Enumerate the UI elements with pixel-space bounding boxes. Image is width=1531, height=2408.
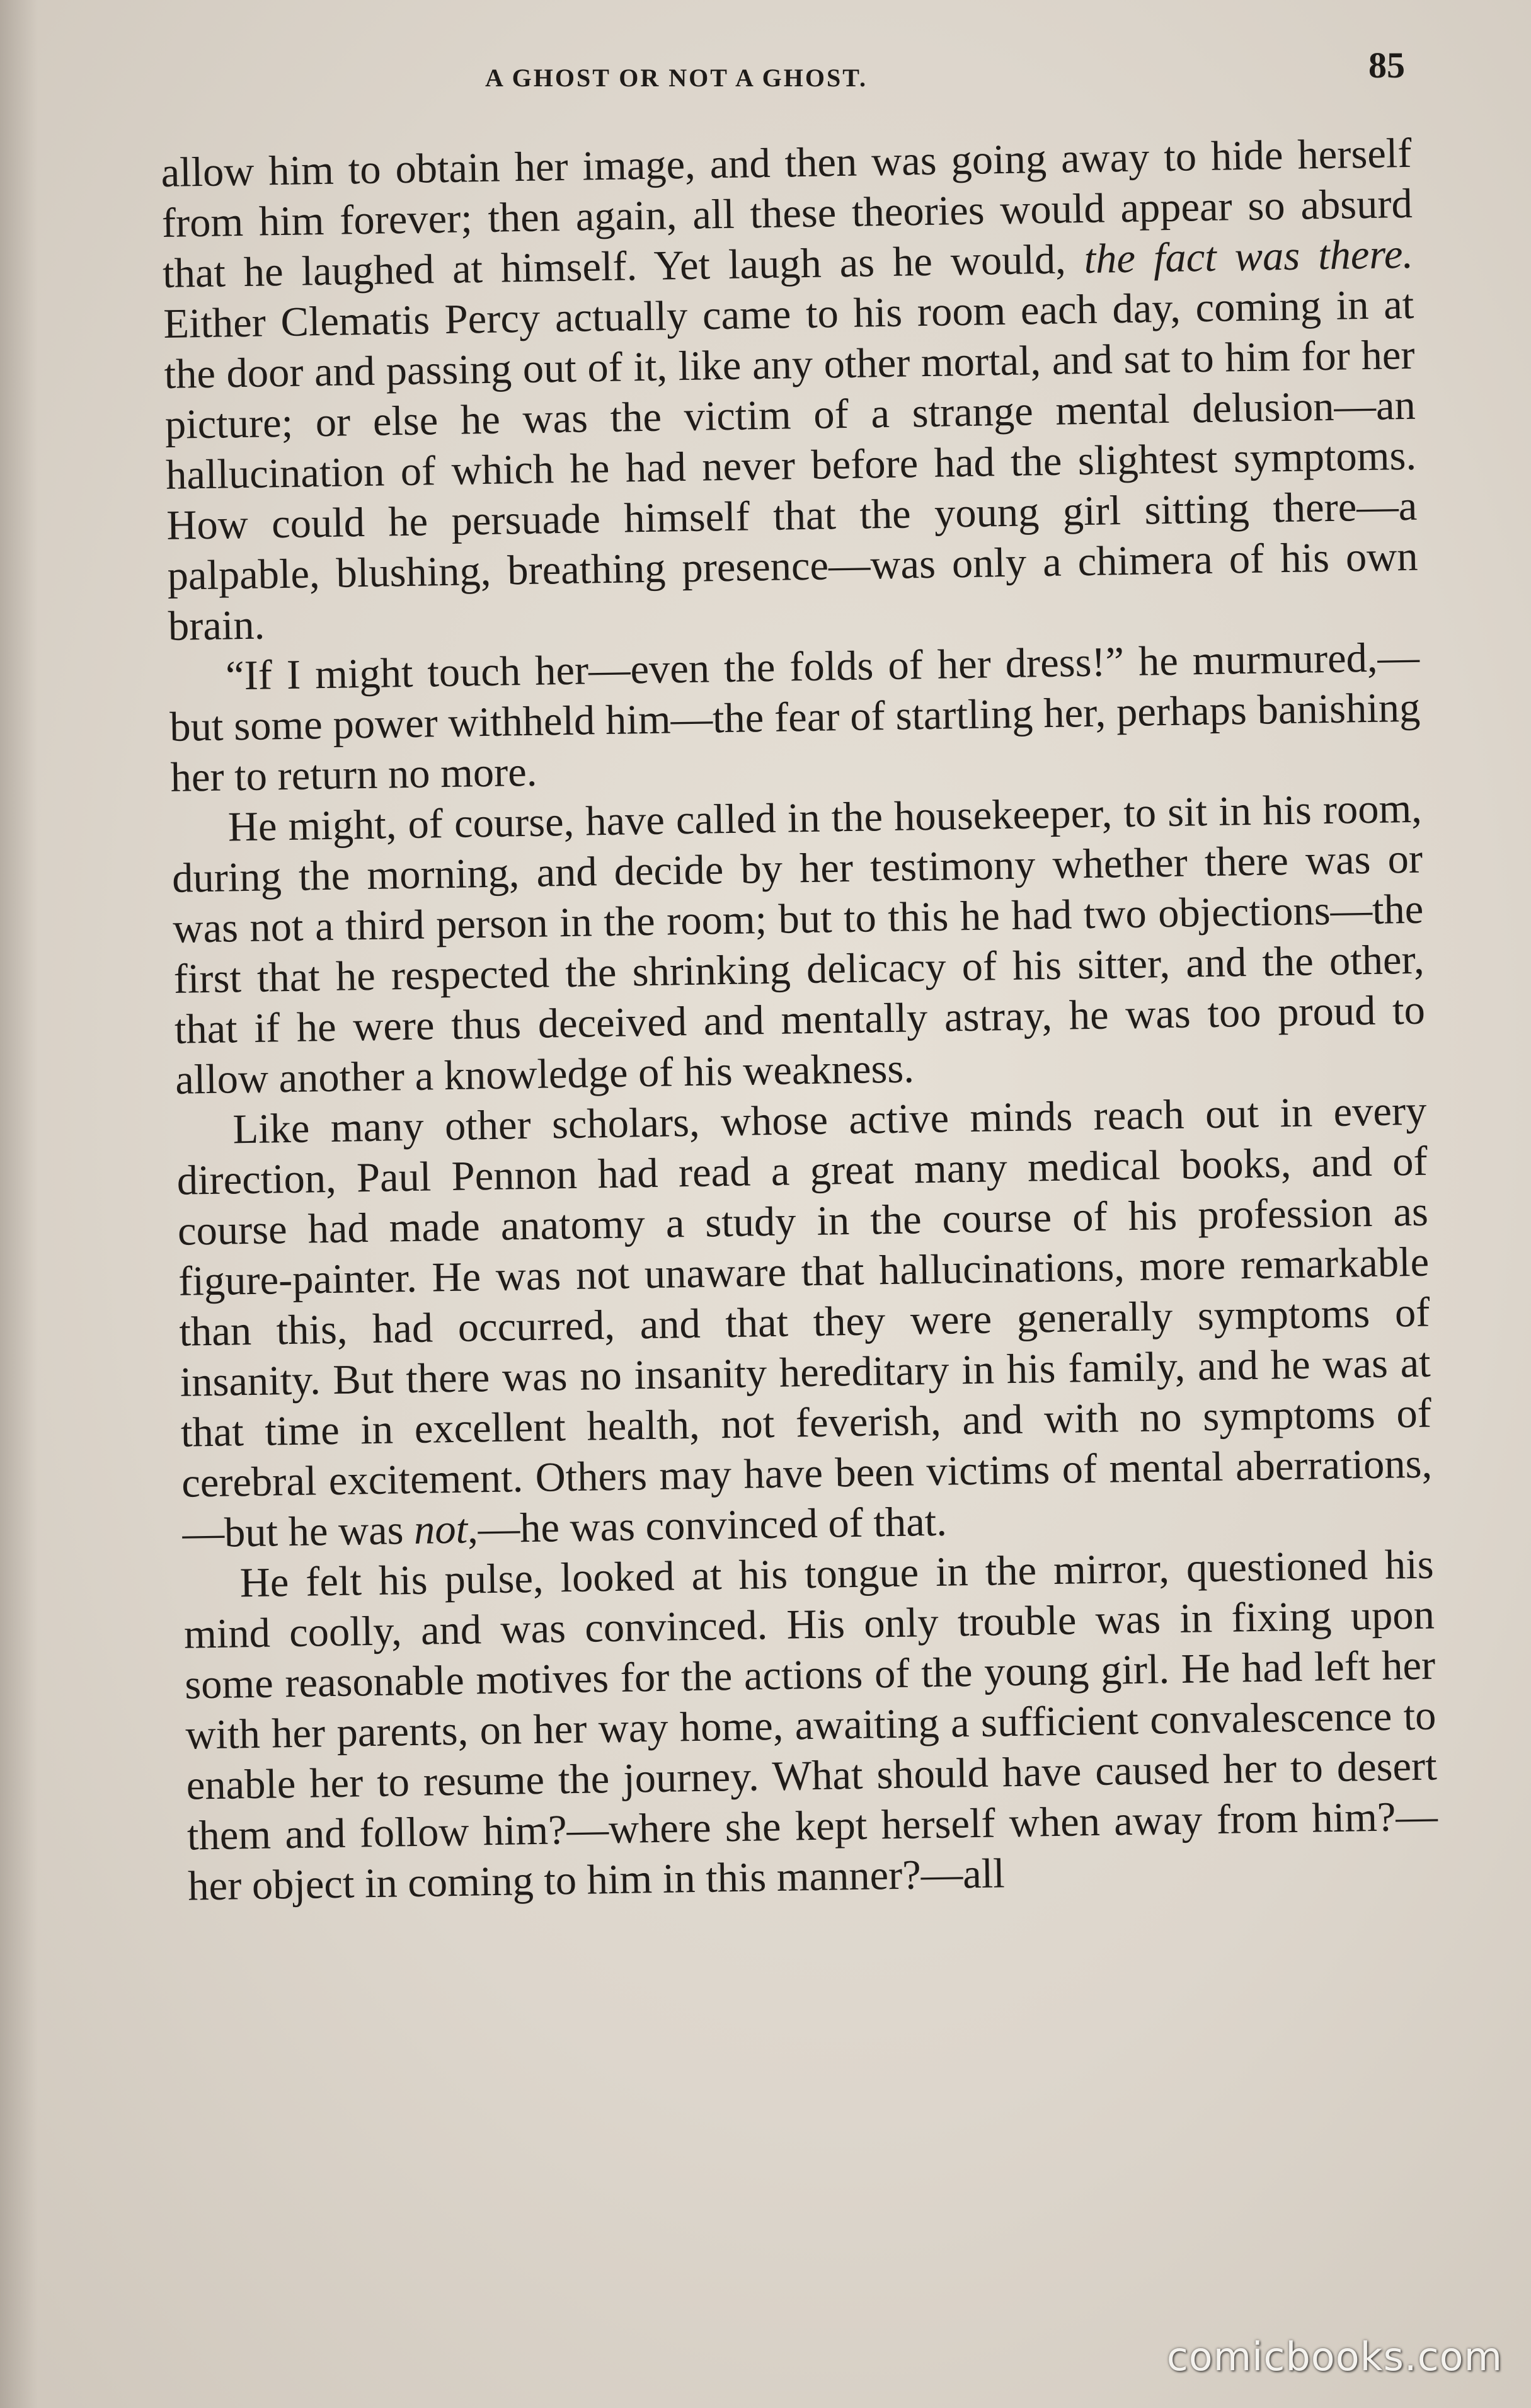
text-run: ,—he was convinced of that.: [467, 1498, 948, 1552]
paragraph: [183, 1540, 1439, 1912]
watermark: comicbooks.com: [1166, 2334, 1503, 2380]
text-run: He might, of course, have called in the housekeeper, to sit in his room, during the morning, and decide by her testimony whether there was or was not a third person in the room; but to this he had two objections—the first that he respected the shrinking delicacy of his sitter, and the other, that if he were thus deceived and mentally astray, he was too proud to allow another a knowledge of his weakness.: [171, 785, 1426, 1103]
paragraph: [169, 633, 1422, 803]
text-run: He felt his pulse, looked at his tongue in the mirror, questioned his mind coolly, and was convinced. His only trouble was in fixing upon some reasonable motives for the actions of the young girl. He had left her with her parents, on her way home, awaiting a sufficient convalescence to enable her to resume the journey. What should have caused her to desert them and follow him?—where she kept herself when away from him?—her object in coming to him in this manner?—all: [183, 1541, 1438, 1910]
text-run: allow him to obtain her image, and then was going away to hide herself from him forever; then again, all these theories would appear so absurd that he laughed at himself. Yet laugh as he would,: [161, 130, 1413, 297]
text-run: “If I might touch her—even the folds of her dress!” he murmured,—but some power withheld him—the fear of startling her, perhaps banishing her to return no more.: [169, 634, 1421, 801]
text-run: Like many other scholars, whose active minds reach out in every direction, Paul Pennon had read a great many medical books, and of course had made anatomy a study in the course of his profession as figure-painter. He was not unaware that hallucinations, more remarkable than this, had occurred, and that they were generally symptoms of insanity. But there was no insanity hereditary in his family, and he was at that time in excellent health, not feverish, and with no symptoms of cerebral excitement. Others may have been victims of mental aberrations,—but he was: [176, 1087, 1433, 1557]
running-title: A GHOST OR NOT A GHOST.: [485, 64, 868, 92]
paragraph: [161, 129, 1419, 652]
spine-shadow: [0, 0, 38, 2408]
italic-text: not: [413, 1506, 468, 1553]
page-header: [158, 38, 1405, 101]
text-run: Either Clematis Percy actually came to his room each day, coming in at the door and passing out of it, like any other mortal, and sat to him for her picture; or else he was the victim of a strange mental delusion—an hallucination of which he had never before had the slightest symptoms. How could he persuade himself that the young girl sitting there—a palpable, blushing, breathing presence—was only a chimera of his own brain.: [163, 281, 1419, 650]
paragraph: [176, 1086, 1433, 1559]
body-text: [161, 129, 1439, 1912]
page-number: 85: [1368, 45, 1405, 86]
paragraph: [171, 784, 1426, 1106]
italic-text: the fact was there.: [1084, 231, 1414, 282]
